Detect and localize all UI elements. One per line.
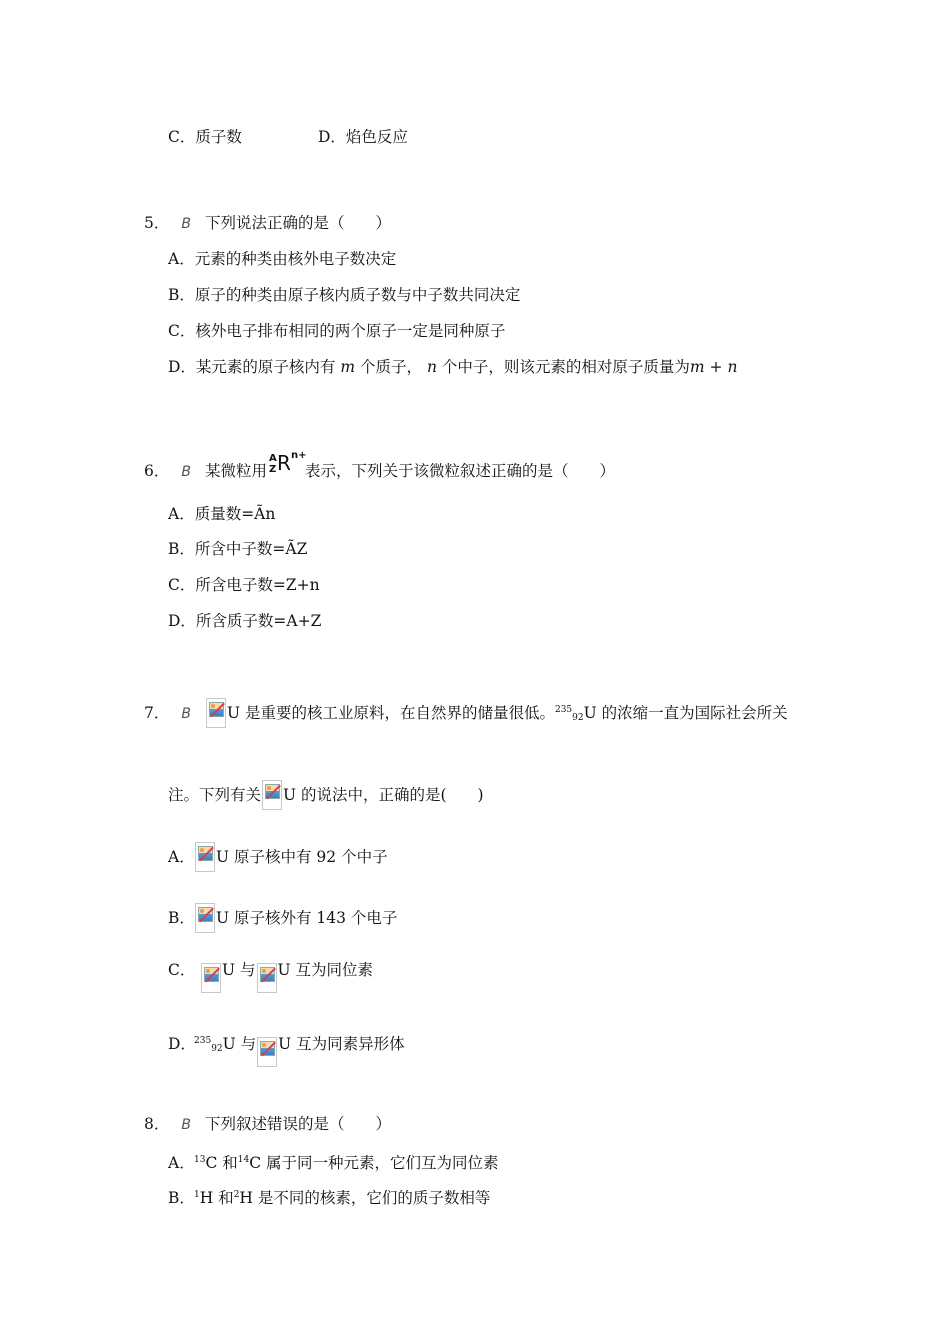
- mass-number: 235: [554, 705, 573, 715]
- question-number: 5．: [144, 214, 170, 232]
- charge: n+: [291, 450, 307, 461]
- mass-number: 13: [194, 1155, 206, 1165]
- q5-option-c: [168, 320, 505, 342]
- broken-image-icon: [195, 903, 215, 933]
- mass-number: 1: [194, 1190, 200, 1200]
- option-text: C 和: [205, 1154, 238, 1172]
- question-text: 下列叙述错误的是（ ）: [204, 1115, 391, 1133]
- q5-stem: [144, 212, 391, 235]
- q6-option-d: [168, 610, 321, 632]
- option-text: A．质量数=Ãn: [168, 505, 276, 523]
- broken-image-icon: [257, 1037, 277, 1067]
- atomic-number: 92: [211, 1044, 223, 1054]
- q8-option-a: [168, 1149, 499, 1174]
- question-text: 注。下列有关: [168, 786, 262, 804]
- option-text: D．某元素的原子核内有: [168, 358, 336, 376]
- question-text: 表示，下列关于该微粒叙述正确的是（ ）: [305, 462, 616, 480]
- mass-number: 235: [194, 1036, 212, 1046]
- q8-stem: [144, 1113, 391, 1136]
- q6-option-a: [168, 503, 275, 525]
- q7-option-b: [168, 903, 397, 933]
- question-text: 某微粒用: [204, 462, 267, 480]
- option-label: B．: [168, 909, 195, 927]
- mass-number: 2: [233, 1190, 240, 1200]
- formula-m-plus-n: m + n: [689, 358, 738, 376]
- atomic-number: 92: [572, 713, 584, 723]
- q4-option-d: [318, 126, 408, 148]
- option-text: B．原子的种类由原子核内质子数与中子数共同决定: [168, 286, 521, 304]
- difficulty-tag: B: [181, 464, 191, 480]
- question-text: 下列说法正确的是（ ）: [204, 214, 391, 232]
- difficulty-tag: B: [181, 1117, 191, 1133]
- nuclide-symbol: [267, 452, 305, 482]
- option-text: D．所含质子数=A+Z: [168, 612, 322, 630]
- option-text: C．所含电子数=Z+n: [168, 576, 320, 594]
- mass-number: A: [269, 453, 277, 464]
- option-text: A．元素的种类由核外电子数决定: [168, 250, 397, 268]
- broken-image-icon: [206, 698, 226, 728]
- option-label: A．: [168, 848, 195, 866]
- q6-option-c: [168, 574, 320, 596]
- option-label: C．: [168, 961, 196, 979]
- q5-option-b: [168, 284, 520, 306]
- q7-option-d: [168, 1030, 405, 1067]
- variable-m: m: [340, 358, 356, 376]
- difficulty-tag: B: [181, 706, 191, 722]
- question-number: 6．: [144, 462, 170, 480]
- variable-n: n: [426, 358, 437, 376]
- option-label: A．: [168, 1154, 195, 1172]
- q4-option-c-text: C．质子数: [168, 128, 242, 146]
- broken-image-icon: [262, 780, 282, 810]
- option-text: H 和: [199, 1189, 234, 1207]
- question-text: U 是重要的核工业原料，在自然界的储量很低。: [226, 704, 555, 722]
- option-text: B．所含中子数=ÃZ: [168, 540, 308, 558]
- difficulty-tag: B: [181, 216, 191, 232]
- element-symbol: R: [277, 451, 291, 475]
- option-text: 个中子，则该元素的相对原子质量为: [441, 358, 690, 376]
- option-label: D．: [168, 1035, 196, 1053]
- option-text: U 原子核中有 92 个中子: [216, 848, 388, 866]
- q8-option-b: [168, 1184, 490, 1209]
- broken-image-icon: [195, 842, 215, 872]
- option-text: C．核外电子排布相同的两个原子一定是同种原子: [168, 322, 506, 340]
- q7-stem-line1: [144, 698, 788, 729]
- broken-image-icon: [201, 963, 221, 993]
- broken-image-icon: [257, 963, 277, 993]
- q7-stem-line2: [168, 780, 484, 810]
- q7-option-c: [168, 959, 373, 993]
- option-text: H 是不同的核素，它们的质子数相等: [239, 1189, 491, 1207]
- question-number: 7．: [144, 704, 170, 722]
- option-label: B．: [168, 1189, 195, 1207]
- q5-option-a: [168, 248, 396, 270]
- q6-option-b: [168, 538, 307, 560]
- option-text: U 互为同素异形体: [278, 1035, 405, 1053]
- q4-option-c: [168, 126, 242, 148]
- option-text: U 原子核外有 143 个电子: [216, 909, 398, 927]
- q7-option-a: [168, 842, 388, 872]
- option-text: U 与: [222, 961, 256, 979]
- atomic-number: Z: [269, 464, 277, 475]
- option-text: 个质子，: [360, 358, 423, 376]
- question-number: 8．: [144, 1115, 170, 1133]
- q4-option-d-text: D．焰色反应: [318, 128, 408, 146]
- q5-option-d: [168, 356, 737, 378]
- question-text: U 的浓缩一直为国际社会所关: [583, 704, 788, 722]
- option-text: U 互为同位素: [277, 961, 373, 979]
- q6-stem: [144, 452, 615, 483]
- question-text: U 的说法中，正确的是( ): [283, 786, 484, 804]
- option-text: U 与: [222, 1035, 257, 1053]
- option-text: C 属于同一种元素，它们互为同位素: [249, 1154, 499, 1172]
- mass-number: 14: [237, 1155, 250, 1165]
